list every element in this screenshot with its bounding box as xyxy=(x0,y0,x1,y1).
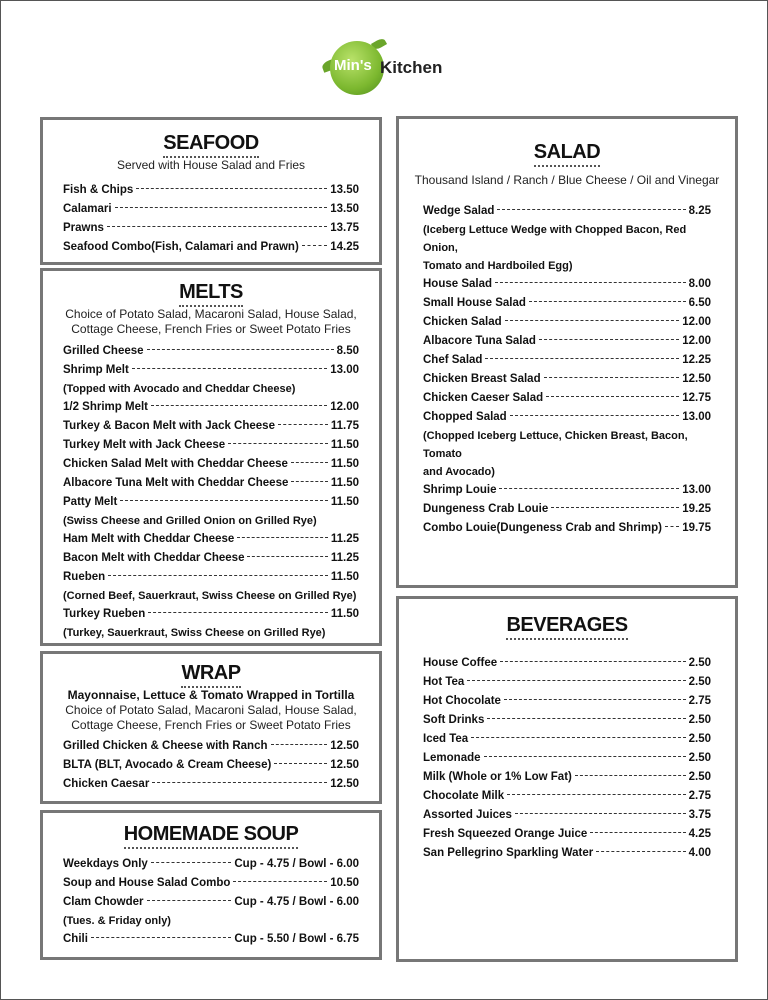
item-name: Chicken Caeser Salad xyxy=(423,392,544,404)
item-note: (Swiss Cheese and Grilled Onion on Grilled Rye) xyxy=(63,515,317,527)
item-price: 2.50 xyxy=(688,714,711,726)
item-name: Weekdays Only xyxy=(63,858,148,870)
menu-item xyxy=(423,408,711,427)
dotted-leader xyxy=(132,368,327,369)
item-name: Combo Louie(Dungeness Crab and Shrimp) xyxy=(423,522,662,534)
dotted-leader xyxy=(495,282,686,283)
item-price: 12.00 xyxy=(682,316,711,328)
menu-item xyxy=(423,275,711,294)
menu-item xyxy=(423,787,711,806)
item-price: 4.25 xyxy=(688,828,711,840)
item-price: 11.25 xyxy=(330,552,359,564)
item-price: 11.50 xyxy=(330,571,359,583)
dotted-leader xyxy=(507,794,685,795)
item-name: Chicken Salad Melt with Cheddar Cheese xyxy=(63,458,288,470)
item-name: Iced Tea xyxy=(423,733,469,745)
dotted-leader xyxy=(147,349,334,350)
section-title: SEAFOOD xyxy=(63,132,359,158)
item-price: 12.50 xyxy=(330,759,359,771)
item-price: 11.50 xyxy=(330,458,359,470)
item-name: Prawns xyxy=(63,222,104,234)
menu-item xyxy=(423,370,711,389)
item-name: Assorted Juices xyxy=(423,809,512,821)
menu-list xyxy=(63,342,359,642)
dotted-leader xyxy=(596,851,685,852)
menu-item xyxy=(63,493,359,512)
item-name: Hot Chocolate xyxy=(423,695,501,707)
dotted-leader xyxy=(274,763,327,764)
item-price: 12.00 xyxy=(682,335,711,347)
dotted-leader xyxy=(546,396,679,397)
item-note: (Turkey, Sauerkraut, Swiss Cheese on Grilled Rye) xyxy=(63,627,326,639)
dotted-leader xyxy=(228,443,328,444)
item-name: Rueben xyxy=(63,571,106,583)
item-price: 12.25 xyxy=(682,354,711,366)
dotted-leader xyxy=(544,377,680,378)
item-price: 2.50 xyxy=(688,733,711,745)
item-name: Shrimp Melt xyxy=(63,364,129,376)
menu-item xyxy=(63,417,359,436)
dotted-leader xyxy=(500,661,685,662)
menu-item xyxy=(423,332,711,351)
dotted-leader xyxy=(510,415,680,416)
item-price: 12.00 xyxy=(330,401,359,413)
item-price: 13.00 xyxy=(682,411,711,423)
menu-item xyxy=(63,200,359,219)
dotted-leader xyxy=(515,813,686,814)
dotted-leader xyxy=(107,226,327,227)
dotted-leader xyxy=(115,207,328,208)
item-name: Albacore Tuna Salad xyxy=(423,335,536,347)
item-note: (Topped with Avocado and Cheddar Cheese) xyxy=(63,383,296,395)
item-price: Cup - 4.75 / Bowl - 6.00 xyxy=(234,896,359,908)
seafood-section xyxy=(40,117,382,265)
item-name: Chopped Salad xyxy=(423,411,507,423)
item-name: Patty Melt xyxy=(63,496,118,508)
section-title: BEVERAGES xyxy=(423,614,711,640)
dotted-leader xyxy=(539,339,679,340)
item-name: San Pellegrino Sparkling Water xyxy=(423,847,594,859)
dotted-leader xyxy=(151,405,327,406)
item-name: Wedge Salad xyxy=(423,205,495,217)
dotted-leader xyxy=(467,680,685,681)
menu-item xyxy=(63,930,359,949)
item-price: 11.50 xyxy=(330,496,359,508)
item-name: Chicken Breast Salad xyxy=(423,373,541,385)
item-note: (Corned Beef, Sauerkraut, Swiss Cheese on Grilled Rye) xyxy=(63,590,357,602)
item-price: 19.75 xyxy=(682,522,711,534)
item-price: 6.50 xyxy=(688,297,711,309)
dotted-leader xyxy=(247,556,327,557)
item-price: 8.50 xyxy=(336,345,359,357)
item-note: Tomato and Hardboiled Egg) xyxy=(423,260,573,272)
dotted-leader xyxy=(147,900,232,901)
item-name: Ham Melt with Cheddar Cheese xyxy=(63,533,235,545)
dotted-leader xyxy=(152,782,327,783)
item-price: 2.50 xyxy=(688,657,711,669)
item-note: (Iceberg Lettuce Wedge with Chopped Bacon, Red Onion, xyxy=(423,224,687,254)
dotted-leader xyxy=(484,756,686,757)
item-price: 13.50 xyxy=(330,203,359,215)
item-price: 2.75 xyxy=(688,695,711,707)
menu-item xyxy=(63,737,359,756)
item-name: Turkey Rueben xyxy=(63,608,146,620)
item-name: Turkey Melt with Jack Cheese xyxy=(63,439,226,451)
item-name: Seafood Combo(Fish, Calamari and Prawn) xyxy=(63,241,299,253)
item-price: Cup - 4.75 / Bowl - 6.00 xyxy=(234,858,359,870)
item-price: 11.50 xyxy=(330,477,359,489)
item-note: and Avocado) xyxy=(423,466,495,478)
menu-item xyxy=(63,455,359,474)
menu-item xyxy=(63,361,359,380)
item-name: Shrimp Louie xyxy=(423,484,497,496)
dotted-leader xyxy=(136,188,327,189)
item-price: 12.75 xyxy=(682,392,711,404)
menu-list xyxy=(63,855,359,949)
menu-item xyxy=(63,756,359,775)
section-subtitle: Choice of Potato Salad, Macaroni Salad, House Salad, xyxy=(65,307,357,321)
menu-item xyxy=(63,436,359,455)
dotted-leader xyxy=(278,424,328,425)
dotted-leader xyxy=(291,462,328,463)
menu-list xyxy=(423,202,711,538)
section-subtitle: Choice of Potato Salad, Macaroni Salad, House Salad, xyxy=(65,703,357,717)
dotted-leader xyxy=(237,537,328,538)
menu-item xyxy=(63,893,359,912)
item-price: 19.25 xyxy=(682,503,711,515)
item-name: House Salad xyxy=(423,278,493,290)
item-price: 2.50 xyxy=(688,771,711,783)
section-subtitle-bold: Mayonnaise, Lettuce & Tomato Wrapped in Tortilla xyxy=(67,688,355,702)
section-subtitle: Cottage Cheese, French Fries or Sweet Potato Fries xyxy=(71,322,351,336)
item-name: Clam Chowder xyxy=(63,896,144,908)
item-price: 8.25 xyxy=(688,205,711,217)
soup-section xyxy=(40,810,382,960)
menu-item xyxy=(423,294,711,313)
item-price: 10.50 xyxy=(330,877,359,889)
item-price: 11.25 xyxy=(330,533,359,545)
menu-item xyxy=(423,519,711,538)
menu-item xyxy=(423,673,711,692)
menu-item xyxy=(423,500,711,519)
menu-item xyxy=(423,654,711,673)
item-name: Soup and House Salad Combo xyxy=(63,877,231,889)
dotted-leader xyxy=(497,209,685,210)
dotted-leader xyxy=(499,488,679,489)
menu-item xyxy=(423,692,711,711)
dotted-leader xyxy=(120,500,328,501)
dotted-leader xyxy=(485,358,679,359)
menu-list xyxy=(63,737,359,794)
dotted-leader xyxy=(590,832,685,833)
dotted-leader xyxy=(575,775,686,776)
menu-list xyxy=(63,181,359,257)
menu-item xyxy=(423,730,711,749)
menu-item xyxy=(63,238,359,257)
item-name: Hot Tea xyxy=(423,676,465,688)
dotted-leader xyxy=(91,937,231,938)
menu-item xyxy=(63,219,359,238)
menu-item xyxy=(423,481,711,500)
menu-item xyxy=(63,181,359,200)
dotted-leader xyxy=(233,881,327,882)
section-title: HOMEMADE SOUP xyxy=(63,823,359,849)
item-name: BLTA (BLT, Avocado & Cream Cheese) xyxy=(63,759,272,771)
item-price: 2.50 xyxy=(688,752,711,764)
item-name: Milk (Whole or 1% Low Fat) xyxy=(423,771,572,783)
menu-item xyxy=(63,605,359,624)
item-price: 14.25 xyxy=(330,241,359,253)
logo-text-kitchen: Kitchen xyxy=(380,58,443,77)
item-name: Soft Drinks xyxy=(423,714,485,726)
section-title: WRAP xyxy=(63,662,359,688)
item-price: 13.00 xyxy=(330,364,359,376)
wrap-section xyxy=(40,651,382,804)
menu-item xyxy=(63,855,359,874)
item-name: Bacon Melt with Cheddar Cheese xyxy=(63,552,245,564)
item-name: Lemonade xyxy=(423,752,481,764)
dotted-leader xyxy=(665,526,679,527)
logo-text-mins: Min's xyxy=(334,57,372,74)
item-name: Chili xyxy=(63,933,88,945)
item-name: Dungeness Crab Louie xyxy=(423,503,549,515)
item-price: 13.75 xyxy=(330,222,359,234)
dotted-leader xyxy=(504,699,686,700)
dotted-leader xyxy=(302,245,327,246)
dotted-leader xyxy=(529,301,686,302)
menu-item xyxy=(423,844,711,863)
section-subtitle: Cottage Cheese, French Fries or Sweet Potato Fries xyxy=(71,718,351,732)
item-name: Grilled Cheese xyxy=(63,345,144,357)
dotted-leader xyxy=(148,612,328,613)
item-price: 13.00 xyxy=(682,484,711,496)
menu-list xyxy=(423,654,711,863)
menu-item xyxy=(63,474,359,493)
menu-item xyxy=(63,398,359,417)
item-price: 12.50 xyxy=(682,373,711,385)
dotted-leader xyxy=(505,320,680,321)
menu-item xyxy=(63,568,359,587)
menu-item xyxy=(63,874,359,893)
salad-section xyxy=(396,116,738,588)
item-name: Calamari xyxy=(63,203,112,215)
menu-item xyxy=(423,825,711,844)
dotted-leader xyxy=(151,862,232,863)
beverages-section xyxy=(396,596,738,962)
section-title: SALAD xyxy=(423,141,711,167)
item-price: 2.50 xyxy=(688,676,711,688)
menu-item xyxy=(423,711,711,730)
menu-item xyxy=(63,342,359,361)
dotted-leader xyxy=(471,737,685,738)
menu-item xyxy=(423,389,711,408)
item-price: 8.00 xyxy=(688,278,711,290)
item-name: Albacore Tuna Melt with Cheddar Cheese xyxy=(63,477,289,489)
item-price: 12.50 xyxy=(330,778,359,790)
menu-item xyxy=(423,202,711,221)
menu-item xyxy=(423,768,711,787)
dotted-leader xyxy=(271,744,328,745)
item-note: (Chopped Iceberg Lettuce, Chicken Breast, Bacon, Tomato xyxy=(423,430,688,460)
item-price: 3.75 xyxy=(688,809,711,821)
menu-item xyxy=(423,351,711,370)
dotted-leader xyxy=(487,718,685,719)
section-subtitle: Thousand Island / Ranch / Blue Cheese / Oil and Vinegar xyxy=(414,173,720,187)
item-name: Small House Salad xyxy=(423,297,526,309)
item-name: Chicken Salad xyxy=(423,316,502,328)
menu-item xyxy=(423,313,711,332)
menu-item xyxy=(423,806,711,825)
item-price: 4.00 xyxy=(688,847,711,859)
item-name: Chicken Caesar xyxy=(63,778,150,790)
menu-item xyxy=(63,530,359,549)
menu-item xyxy=(63,549,359,568)
item-name: House Coffee xyxy=(423,657,498,669)
item-note: (Tues. & Friday only) xyxy=(63,915,171,927)
section-title: MELTS xyxy=(63,281,359,307)
menu-item xyxy=(63,775,359,794)
item-price: 11.75 xyxy=(330,420,359,432)
logo xyxy=(322,40,462,100)
item-price: 13.50 xyxy=(330,184,359,196)
dotted-leader xyxy=(108,575,328,576)
item-name: 1/2 Shrimp Melt xyxy=(63,401,148,413)
item-name: Fresh Squeezed Orange Juice xyxy=(423,828,588,840)
item-price: 12.50 xyxy=(330,740,359,752)
item-price: 11.50 xyxy=(330,608,359,620)
item-price: Cup - 5.50 / Bowl - 6.75 xyxy=(234,933,359,945)
item-name: Turkey & Bacon Melt with Jack Cheese xyxy=(63,420,275,432)
item-name: Chocolate Milk xyxy=(423,790,505,802)
dotted-leader xyxy=(291,481,327,482)
dotted-leader xyxy=(551,507,679,508)
melts-section xyxy=(40,268,382,646)
menu-item xyxy=(423,749,711,768)
item-price: 11.50 xyxy=(330,439,359,451)
item-name: Fish & Chips xyxy=(63,184,134,196)
item-name: Grilled Chicken & Cheese with Ranch xyxy=(63,740,268,752)
item-price: 2.75 xyxy=(688,790,711,802)
section-subtitle: Served with House Salad and Fries xyxy=(116,158,306,172)
item-name: Chef Salad xyxy=(423,354,483,366)
